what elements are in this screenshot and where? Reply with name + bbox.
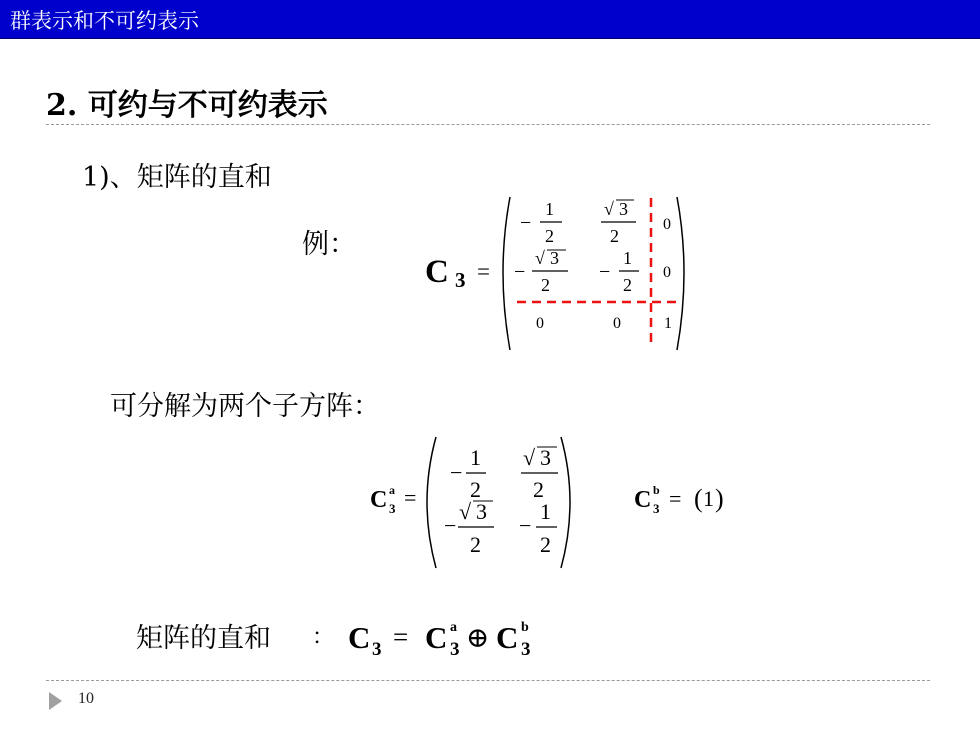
ds-lhs-subscript: 3 [372,639,382,660]
c3b-subscript: 3 [653,501,660,516]
ds-a-superscript: a [450,620,457,635]
c3a-r2c1-den: 2 [470,532,481,557]
c3-r2c3: 0 [663,264,671,281]
ds-oplus: ⊕ [466,623,490,654]
c3-r2c1-num: 3 [550,248,559,268]
c3a-r1c2-den: 2 [533,477,544,502]
header-title: 群表示和不可约表示 [10,9,199,33]
ds-a-subscript: 3 [450,639,460,660]
decompose-text: 可分解为两个子方阵： [110,391,380,422]
direct-sum-colon: ： [312,625,335,650]
triangle-bullet-icon [48,691,64,711]
c3-r2c1-minus: − [514,261,526,283]
c3b-lparen: ( [694,484,703,513]
c3-r2c1-sqrt: √ [535,248,545,268]
c3a-r2c2-minus: − [519,513,532,538]
c3a-r2c1-num: 3 [476,499,487,524]
c3a-r2c2-den: 2 [540,532,551,557]
c3b-value: 1 [703,486,714,511]
c3a-r1c1-den: 2 [470,477,481,502]
c3-r1c1-num: 1 [545,199,554,219]
ds-b-superscript: b [521,620,529,635]
ds-a-symbol: C [425,620,448,655]
ds-b-subscript: 3 [521,639,531,660]
c3-equals: = [477,259,490,284]
c3a-r2c2-num: 1 [540,499,551,524]
c3-subscript: 3 [455,268,466,292]
ds-lhs-symbol: C [348,620,371,655]
c3a-r1c1-minus: − [450,460,463,485]
direct-sum-label: 矩阵的直和 [136,623,271,654]
c3a-r2c1-minus: − [444,513,457,538]
page-number: 10 [78,690,94,707]
c3-r1c2-sqrt: √ [604,199,614,219]
c3a-r1c1-num: 1 [470,445,481,470]
ds-b-symbol: C [496,620,519,655]
c3a-equals: = [404,485,417,510]
c3-r2c2-minus: − [599,261,611,283]
c3-r1c1-den: 2 [545,226,554,246]
c3a-superscript: a [389,483,395,497]
example-label: 例： [302,229,356,260]
c3b-equals: = [669,486,682,511]
c3-r2c1-den: 2 [541,275,550,295]
section-title: 2. 可约与不可约表示 [46,88,328,123]
c3a-subscript: 3 [389,501,396,516]
c3-r3c1: 0 [536,315,544,332]
c3a-r2c1-sqrt: √ [459,499,472,524]
subsection-title: 1)、矩阵的直和 [82,162,272,193]
c3-r1c2-num: 3 [619,199,628,219]
c3-symbol: C [425,254,449,290]
c3-r1c1-minus: − [520,212,532,234]
c3-r1c2-den: 2 [610,226,619,246]
c3-r2c2-den: 2 [623,275,632,295]
c3-r3c2: 0 [613,315,621,332]
c3b-superscript: b [653,483,660,497]
footer-divider [46,680,930,681]
c3a-r1c2-sqrt: √ [523,445,536,470]
ds-equals: = [393,622,409,652]
c3b-symbol: C [634,487,652,513]
c3-r2c2-num: 1 [623,248,632,268]
c3-r1c3: 0 [663,216,671,233]
c3-r3c3: 1 [664,315,672,332]
c3b-rparen: ) [715,484,724,513]
c3a-symbol: C [370,487,388,513]
c3a-r1c2-num: 3 [540,445,551,470]
